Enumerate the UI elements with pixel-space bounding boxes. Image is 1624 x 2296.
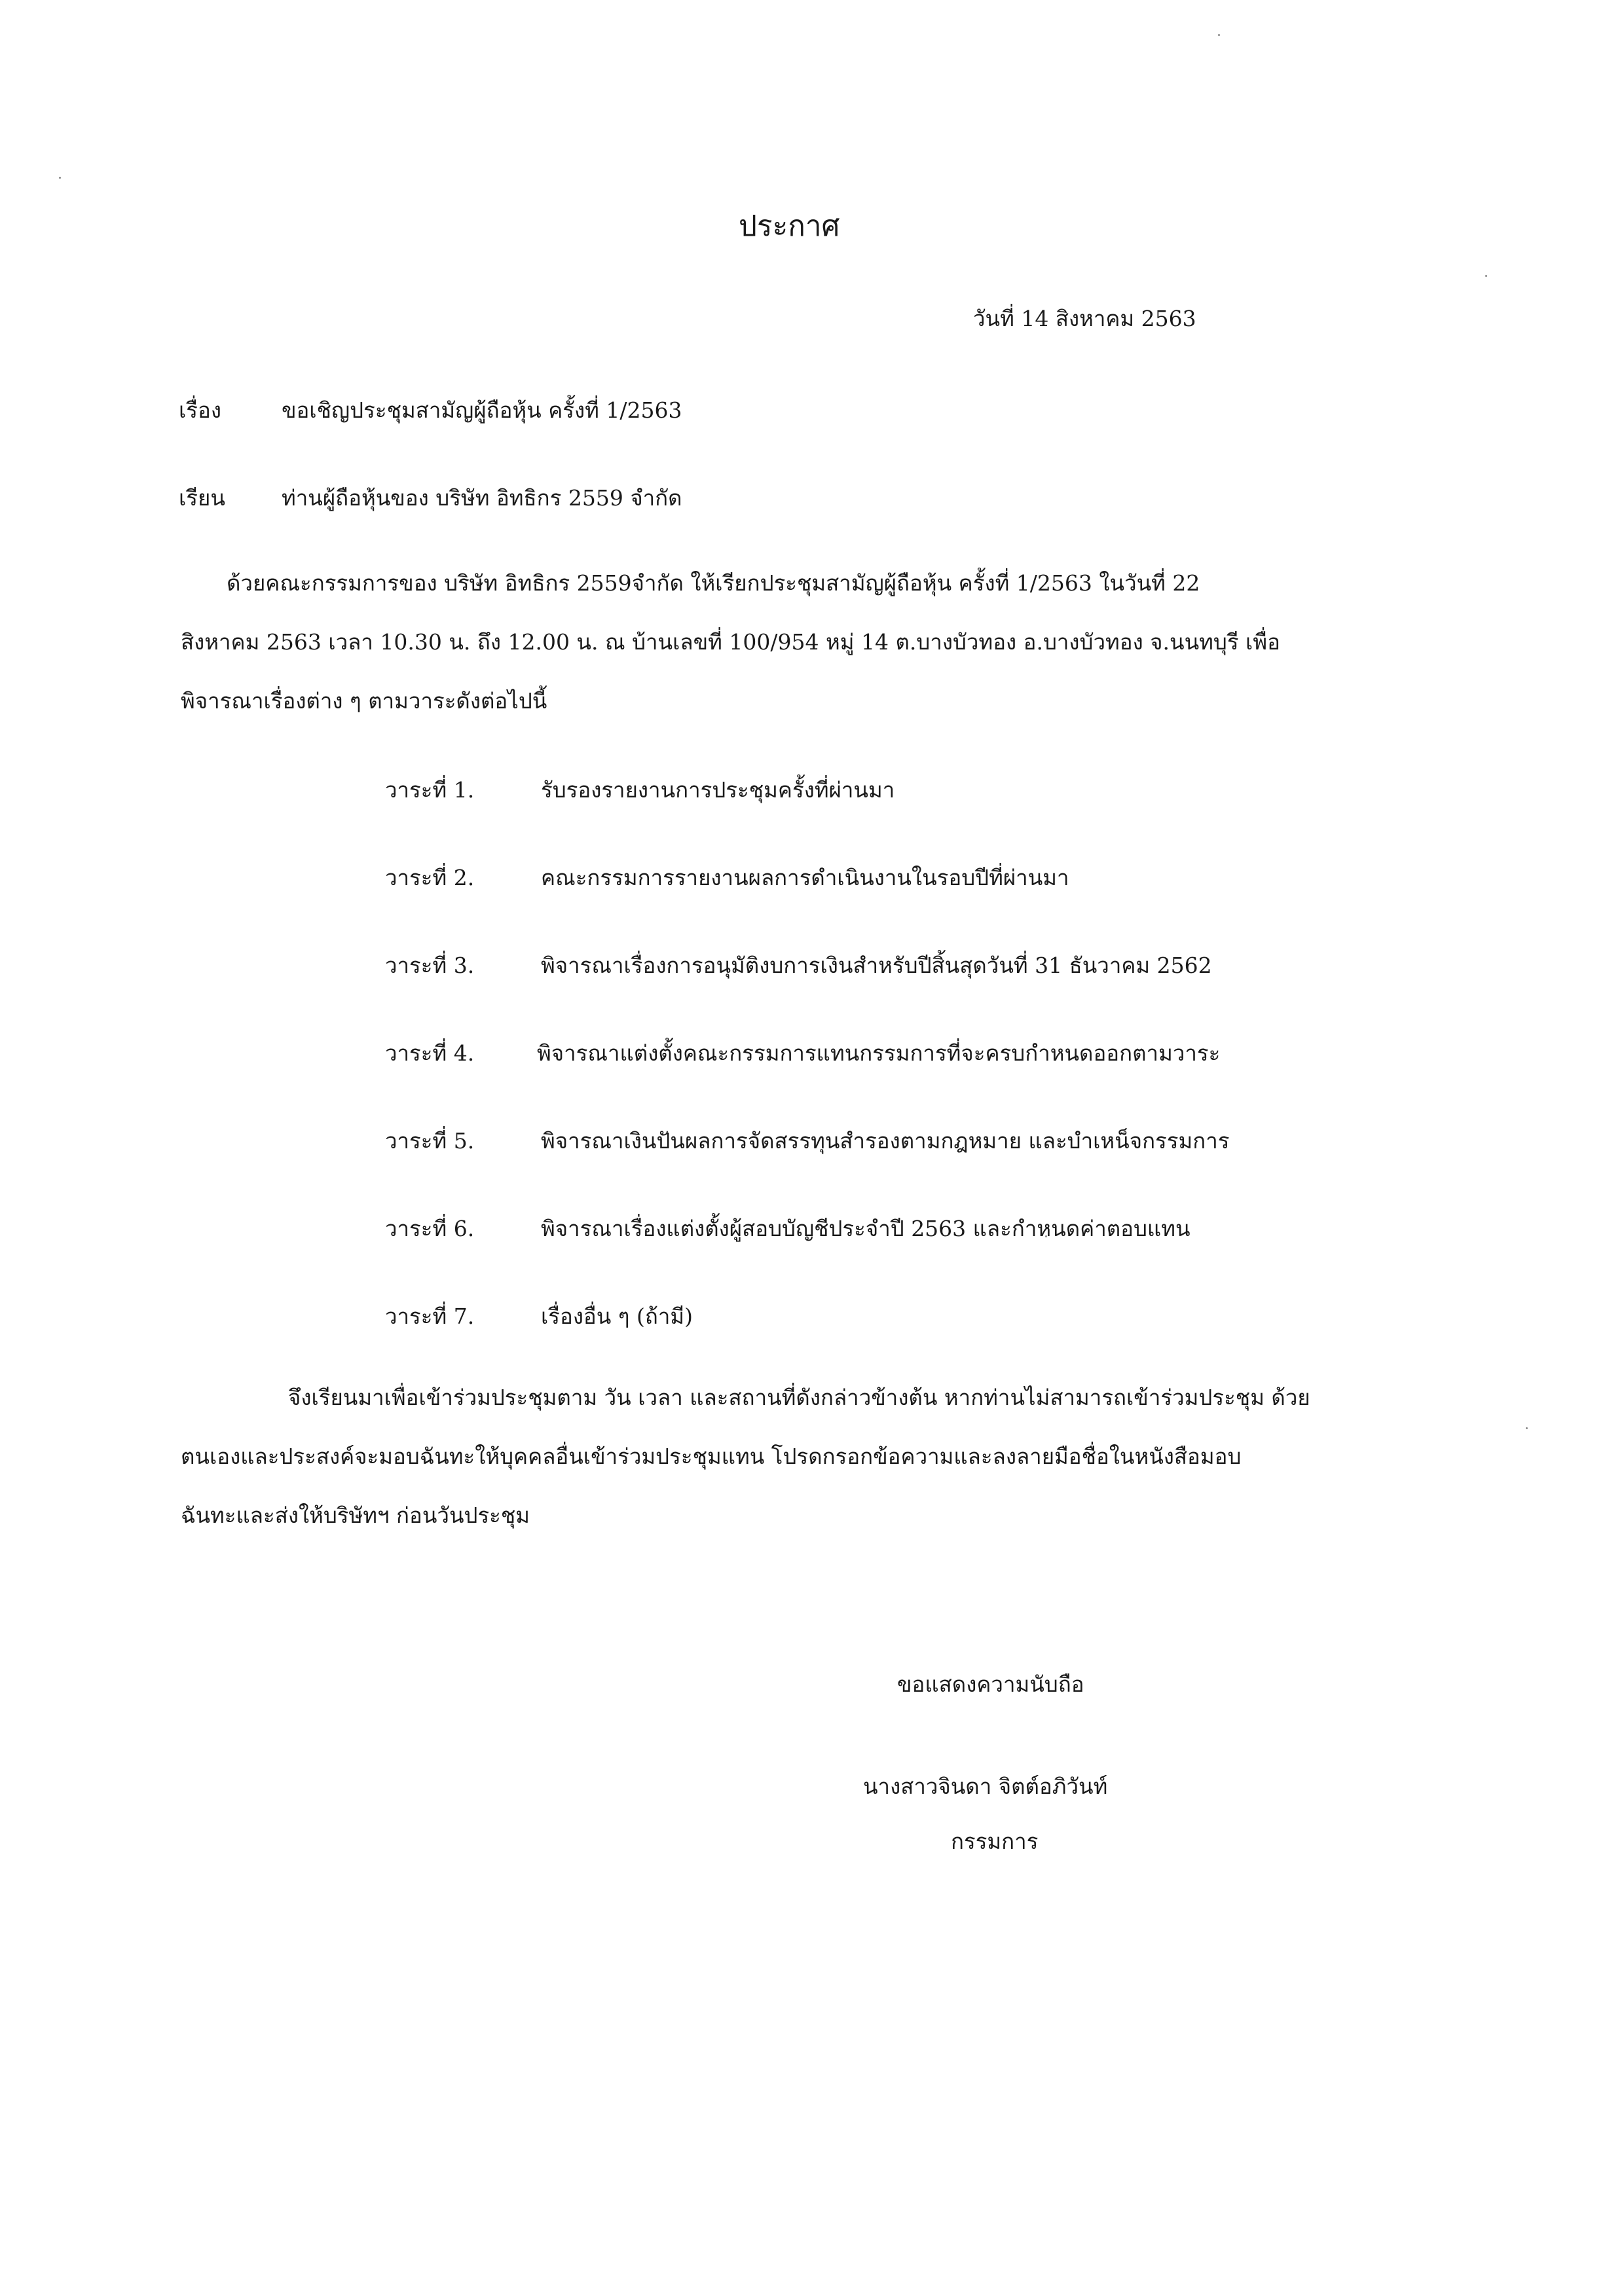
recipient-label: เรียน	[179, 485, 225, 511]
intro-line: พิจารณาเรื่องต่าง ๆ ตามวาระดังต่อไปนี้	[181, 688, 547, 714]
scan-speck	[1485, 275, 1487, 277]
subject-label: เรื่อง	[179, 397, 221, 423]
document-date: วันที่ 14 สิงหาคม 2563	[973, 306, 1196, 331]
agenda-number: วาระที่ 6.	[385, 1216, 475, 1241]
agenda-text: พิจารณาเรื่องการอนุมัติงบการเงินสำหรับปีสิ้นสุดวันที่ 31 ธันวาคม 2562	[541, 953, 1212, 978]
signatory-name: นางสาวจินดา จิตต์อภิวันท์	[863, 1774, 1108, 1799]
closing-line: จึงเรียนมาเพื่อเข้าร่วมประชุมตาม วัน เวลา และสถานที่ดังกล่าวข้างต้น หากท่านไม่สามารถเข้าร่วมประชุม ด้วย	[288, 1385, 1310, 1410]
scan-speck	[1218, 34, 1220, 36]
agenda-text: รับรองรายงานการประชุมครั้งที่ผ่านมา	[541, 777, 895, 803]
agenda-text: พิจารณาเรื่องแต่งตั้งผู้สอบบัญชีประจำปี 2563 และกำหนดค่าตอบแทน	[541, 1216, 1190, 1241]
closing-line: ตนเองและประสงค์จะมอบฉันทะให้บุคคลอื่นเข้าร่วมประชุมแทน โปรดกรอกข้อความและลงลายมือชื่อในหนังสือมอบ	[181, 1444, 1242, 1469]
agenda-text: เรื่องอื่น ๆ (ถ้ามี)	[541, 1303, 693, 1329]
agenda-number: วาระที่ 7.	[385, 1303, 475, 1329]
agenda-number: วาระที่ 4.	[385, 1040, 475, 1066]
scan-speck	[59, 177, 61, 179]
document-title: ประกาศ	[739, 210, 840, 243]
agenda-text: พิจารณาแต่งตั้งคณะกรรมการแทนกรรมการที่จะครบกำหนดออกตามวาระ	[537, 1040, 1221, 1066]
signatory-position: กรรมการ	[951, 1829, 1039, 1854]
agenda-number: วาระที่ 5.	[385, 1128, 475, 1154]
subject-text: ขอเชิญประชุมสามัญผู้ถือหุ้น ครั้งที่ 1/2563	[282, 397, 682, 423]
intro-line: สิงหาคม 2563 เวลา 10.30 น. ถึง 12.00 น. ณ บ้านเลขที่ 100/954 หมู่ 14 ต.บางบัวทอง อ.บางบัวทอง จ.นนทบุรี เพื่อ	[181, 629, 1280, 655]
recipient-text: ท่านผู้ถือหุ้นของ บริษัท อิทธิกร 2559 จำกัด	[282, 485, 682, 511]
agenda-text: คณะกรรมการรายงานผลการดำเนินงานในรอบปีที่ผ่านมา	[541, 865, 1069, 890]
agenda-number: วาระที่ 1.	[385, 777, 475, 803]
intro-line: ด้วยคณะกรรมการของ บริษัท อิทธิกร 2559จำกัด ให้เรียกประชุมสามัญผู้ถือหุ้น ครั้งที่ 1/2563 ในวันที่ 22	[227, 570, 1200, 596]
agenda-number: วาระที่ 3.	[385, 953, 475, 978]
closing-line: ฉันทะและส่งให้บริษัทฯ ก่อนวันประชุม	[181, 1503, 530, 1528]
scan-speck	[1526, 1427, 1528, 1429]
agenda-number: วาระที่ 2.	[385, 865, 475, 890]
regards-text: ขอแสดงความนับถือ	[897, 1671, 1084, 1697]
agenda-text: พิจารณาเงินปันผลการจัดสรรทุนสำรองตามกฎหมาย และบำเหน็จกรรมการ	[541, 1128, 1230, 1154]
